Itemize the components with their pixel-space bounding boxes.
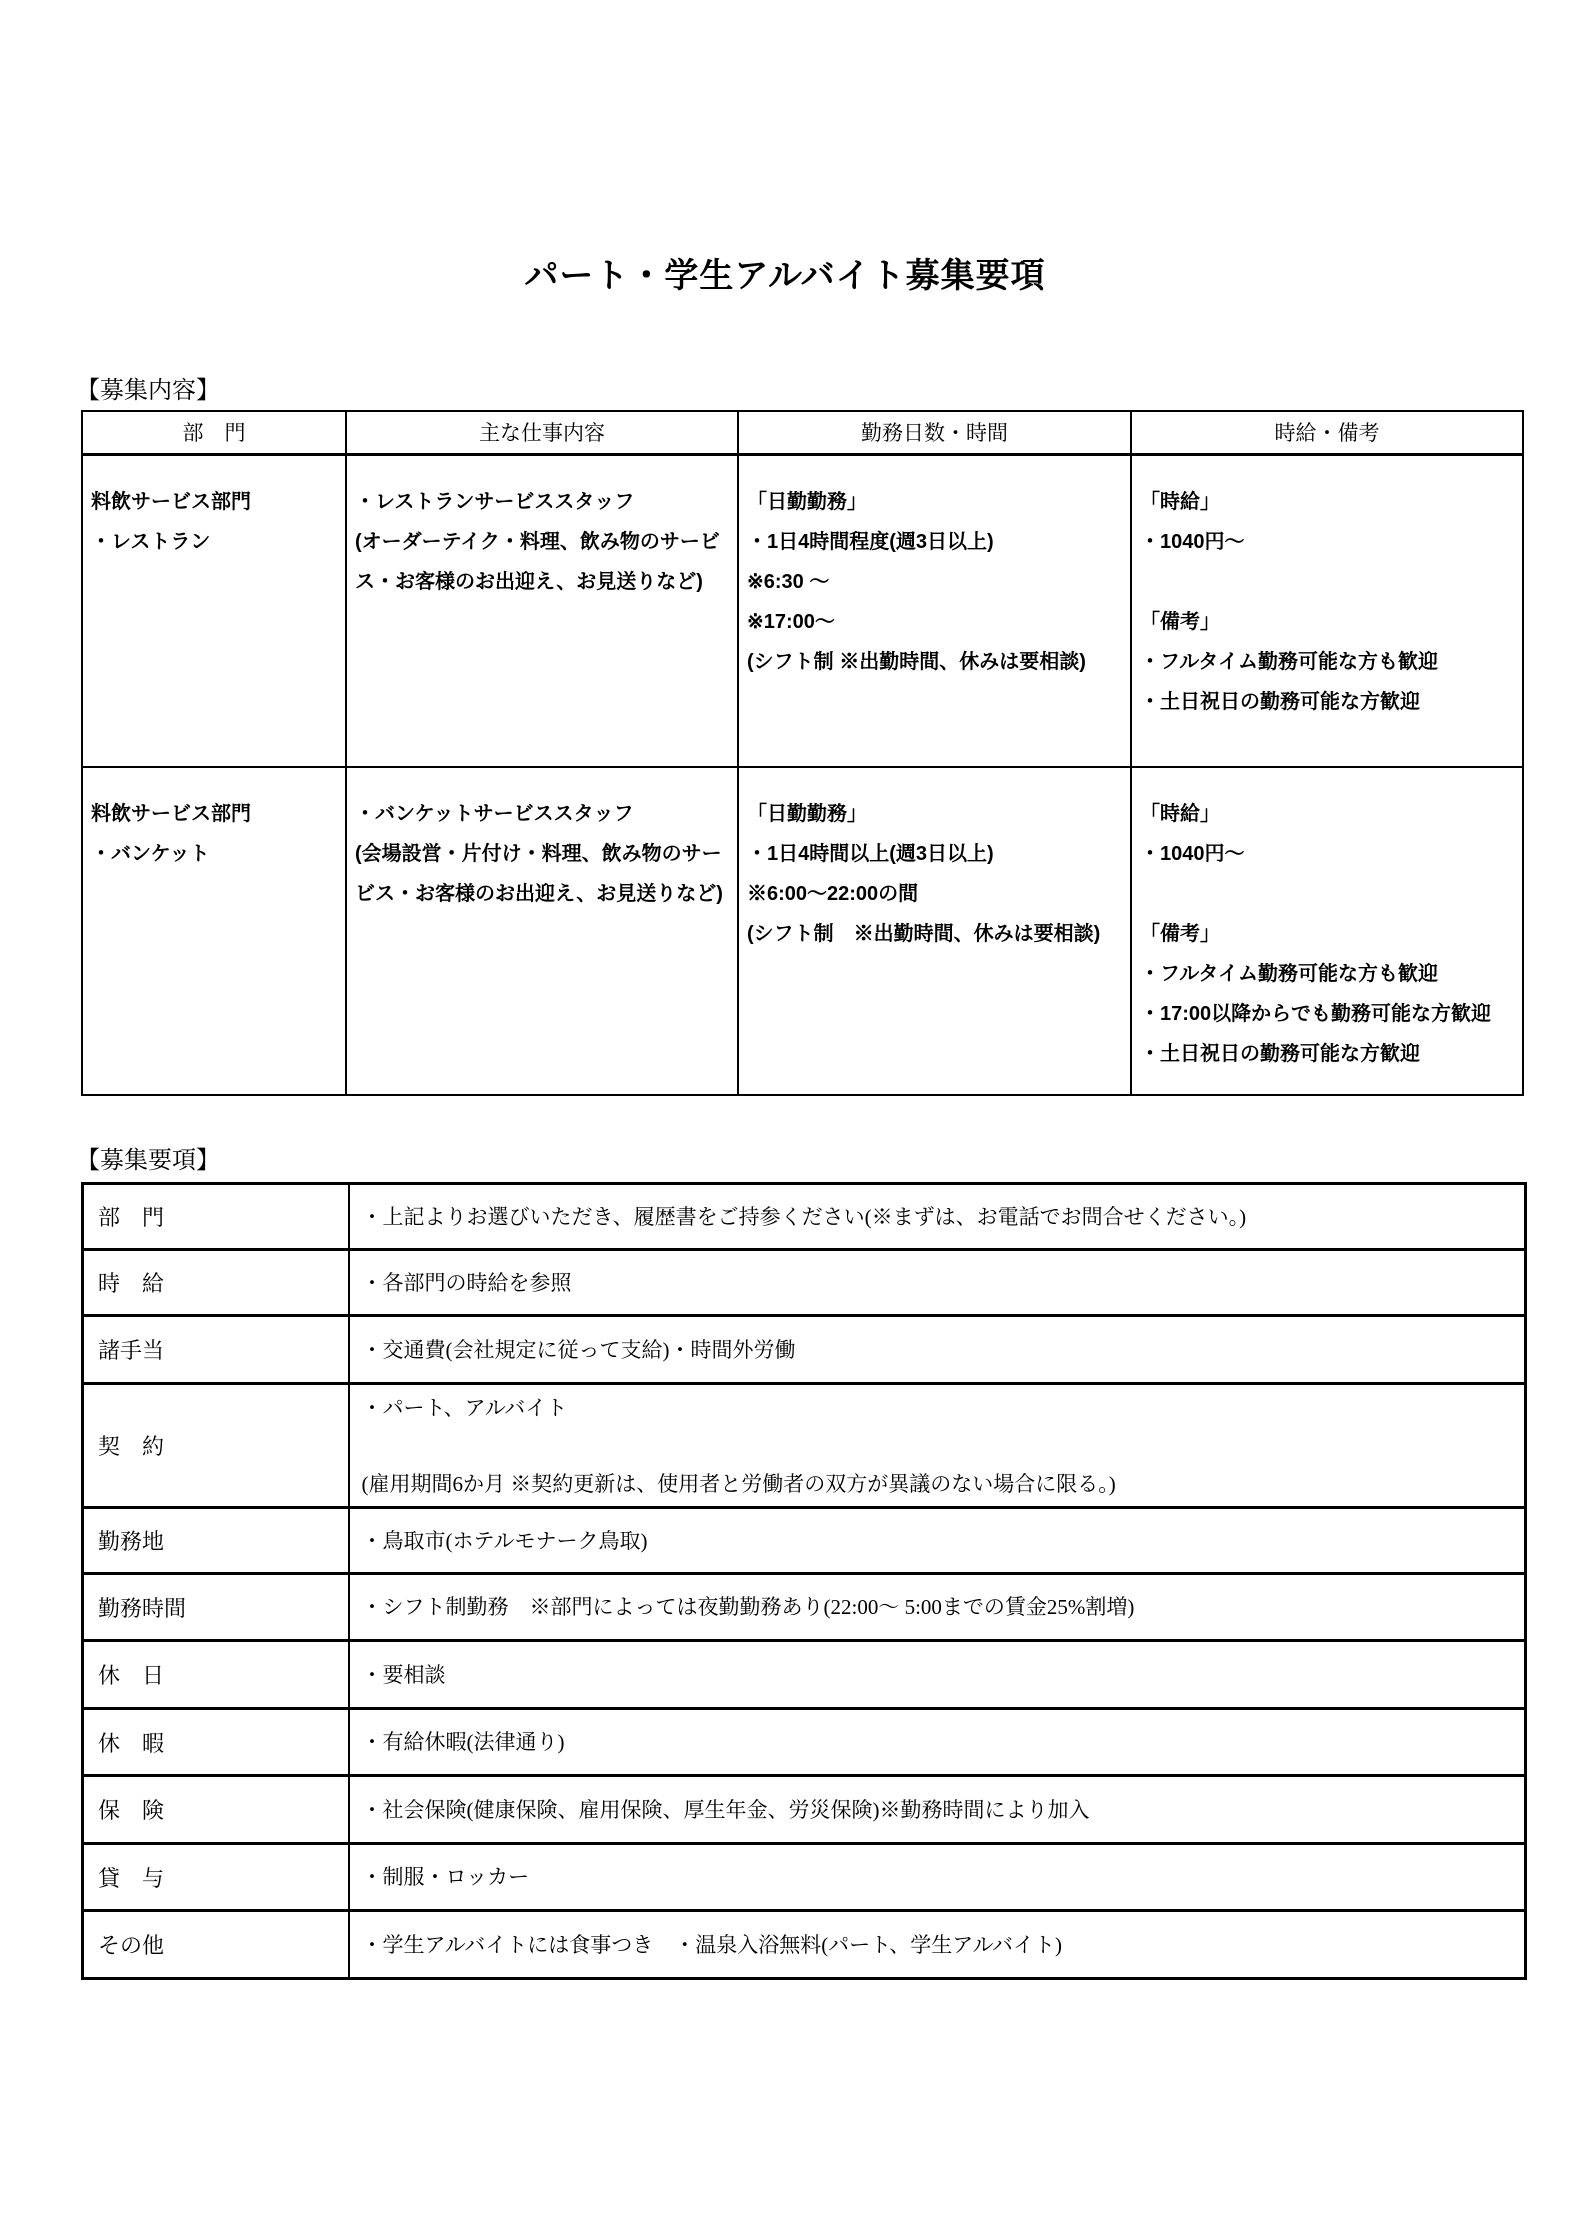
cell-line: ・制服・ロッカー	[361, 1865, 530, 1889]
header-row	[82, 411, 1523, 454]
cell-line: ※6:00～22:00の間	[747, 883, 919, 905]
cell-other-value	[349, 1911, 1526, 1979]
cell-work-location-value	[349, 1508, 1526, 1574]
cell-line: 料飲サービス部門	[91, 490, 251, 513]
cell-line: ・学生アルバイトには食事つき ・温泉入浴無料(パート、学生アルバイト)	[361, 1932, 1062, 1957]
row-label-work-location: 勤務地	[83, 1508, 349, 1574]
cell-line: 「時給」	[1140, 490, 1220, 513]
cell-line: (シフト制 ※出勤時間、休みは要相談)	[747, 650, 1086, 673]
cell-allowances-value	[349, 1316, 1526, 1384]
recruitment-content-table	[81, 410, 1524, 1096]
cell-line: ・バンケットサービススタッフ	[355, 803, 634, 825]
cell-line: (オーダーテイク・料理、飲み物のサービス・お客様のお出迎え、お見送りなど)	[355, 530, 720, 593]
cell-line: ・土日祝日の勤務可能な方歓迎	[1140, 690, 1420, 713]
col-header-wage-notes: 時給・備考	[1131, 411, 1523, 454]
table-row	[83, 1184, 1526, 1250]
row-label-allowances: 諸手当	[83, 1316, 349, 1384]
table-row	[83, 1844, 1526, 1911]
cell-line: ・パート、アルバイト	[361, 1395, 568, 1420]
cell-wage-notes	[1131, 767, 1523, 1095]
cell-line: 「備考」	[1140, 923, 1220, 945]
section-label-recruitment-terms: 【募集要項】	[76, 1148, 220, 1174]
cell-line: ・1040円～	[1140, 530, 1245, 553]
cell-line: 「日勤勤務」	[747, 803, 867, 825]
cell-department	[82, 767, 346, 1095]
cell-leave-value	[349, 1709, 1526, 1776]
cell-line	[1140, 874, 1512, 914]
table-row	[83, 1508, 1526, 1574]
cell-line: ・バンケット	[91, 843, 210, 865]
page-title: パート・学生アルバイト募集要項	[524, 257, 1046, 295]
table-row	[83, 1776, 1526, 1844]
recruitment-terms-table	[81, 1182, 1527, 1980]
row-label-department: 部 門	[83, 1184, 349, 1250]
cell-line: (雇用期間6か月 ※契約更新は、使用者と労働者の双方が異議のない場合に限る。)	[361, 1471, 1116, 1496]
table-row	[83, 1316, 1526, 1384]
cell-line	[362, 1427, 1524, 1465]
cell-contract-value	[349, 1384, 1526, 1508]
table-row	[83, 1250, 1526, 1316]
cell-line: ・1日4時間以上(週3日以上)	[747, 843, 994, 865]
table-row	[83, 1709, 1526, 1776]
cell-line: ・交通費(会社規定に従って支給)・時間外労働	[361, 1337, 796, 1362]
col-header-job-description: 主な仕事内容	[346, 411, 738, 454]
cell-line: ・1日4時間程度(週3日以上)	[747, 530, 994, 553]
cell-line: ・土日祝日の勤務可能な方歓迎	[1140, 1043, 1420, 1065]
cell-schedule	[738, 454, 1131, 767]
cell-schedule	[738, 767, 1131, 1095]
cell-line: ※17:00～	[747, 610, 835, 633]
cell-line: ・シフト制勤務 ※部門によっては夜勤勤務あり(22:00～ 5:00までの賃金25%割増)	[361, 1595, 1135, 1619]
cell-line: ・フルタイム勤務可能な方も歓迎	[1140, 650, 1438, 673]
cell-line: (会場設営・片付け・料理、飲み物のサービス・お客様のお出迎え、お見送りなど)	[355, 843, 723, 905]
table-row	[83, 1384, 1526, 1508]
cell-line: ・各部門の時給を参照	[361, 1270, 572, 1295]
cell-line: ・要相談	[361, 1662, 446, 1687]
cell-wage-notes	[1131, 454, 1523, 767]
row-label-working-hours: 勤務時間	[83, 1574, 349, 1641]
row-label-other: その他	[83, 1911, 349, 1979]
cell-line: ・レストラン	[91, 530, 211, 553]
cell-line: 料飲サービス部門	[91, 803, 251, 825]
cell-line: ・鳥取市(ホテルモナーク鳥取)	[361, 1528, 648, 1553]
cell-line: 「時給」	[1140, 803, 1220, 825]
cell-line: ・社会保険(健康保険、雇用保険、厚生年金、労災保険)※勤務時間により加入	[361, 1797, 1090, 1822]
cell-line: ・有給休暇(法律通り)	[361, 1730, 565, 1754]
cell-line	[1140, 562, 1512, 602]
cell-line: ・上記よりお選びいただき、履歴書をご持参ください(※まずは、お電話でお問合せください。)	[361, 1204, 1247, 1229]
cell-line: (シフト制 ※出勤時間、休みは要相談)	[747, 923, 1101, 945]
cell-line: 「備考」	[1140, 610, 1220, 633]
cell-job-description	[346, 454, 738, 767]
table-row	[82, 454, 1523, 767]
table-row	[83, 1641, 1526, 1709]
row-label-insurance: 保 険	[83, 1776, 349, 1844]
row-label-hourly-wage: 時 給	[83, 1250, 349, 1316]
cell-line: ・17:00以降からでも勤務可能な方歓迎	[1140, 1003, 1491, 1025]
cell-department-value	[349, 1184, 1526, 1250]
cell-hourly-wage-value	[349, 1250, 1526, 1316]
cell-line: ・1040円～	[1140, 843, 1245, 865]
row-label-contract: 契 約	[83, 1384, 349, 1508]
table-row	[82, 767, 1523, 1095]
col-header-department: 部 門	[82, 411, 346, 454]
cell-working-hours-value	[349, 1574, 1526, 1641]
cell-lending-value	[349, 1844, 1526, 1911]
cell-job-description	[346, 767, 738, 1095]
section-label-recruitment-content: 【募集内容】	[76, 378, 220, 404]
row-label-days-off: 休 日	[83, 1641, 349, 1709]
cell-line: ・フルタイム勤務可能な方も歓迎	[1140, 963, 1438, 985]
row-label-lending: 貸 与	[83, 1844, 349, 1911]
cell-department	[82, 454, 346, 767]
cell-days-off-value	[349, 1641, 1526, 1709]
cell-line: 「日勤勤務」	[747, 490, 867, 513]
col-header-schedule: 勤務日数・時間	[738, 411, 1131, 454]
cell-line: ・レストランサービススタッフ	[355, 490, 635, 513]
cell-line: ※6:30 ～	[747, 570, 830, 593]
table-row	[83, 1911, 1526, 1979]
cell-insurance-value	[349, 1776, 1526, 1844]
row-label-leave: 休 暇	[83, 1709, 349, 1776]
table-row	[83, 1574, 1526, 1641]
